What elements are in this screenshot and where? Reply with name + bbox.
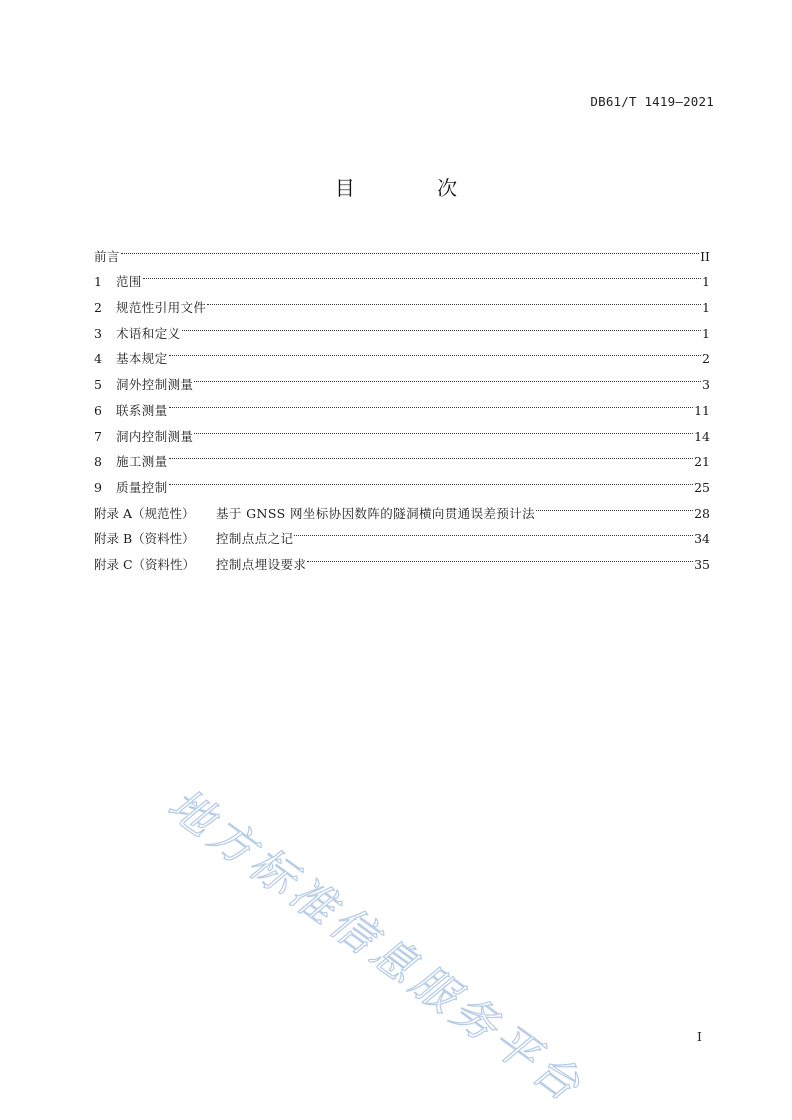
dot-leader [307,543,693,569]
toc-entry-page: 3 [702,377,710,393]
toc-entry-number: 8 [94,454,102,470]
toc-entry-label: 洞外控制测量 [116,377,194,393]
toc-entry-page: 28 [694,505,710,521]
toc-entry-number: 6 [94,402,102,418]
toc-entry-label: 质量控制 [116,479,168,495]
toc-entry-number: 附录 C（资料性） [94,556,196,572]
toc-entry-label: 控制点点之记 [216,531,294,547]
dot-leader [143,261,701,287]
toc-entry-foreword[interactable] [94,235,710,264]
toc-entry-page: 14 [694,428,710,444]
document-code: DB61/T 1419—2021 [590,94,714,109]
toc-entry-number: 5 [94,377,102,393]
toc-entry-number: 4 [94,351,102,367]
dot-leader [169,389,693,415]
toc-entry-label: 规范性引用文件 [116,300,207,316]
toc-entry-page: 35 [694,556,710,572]
toc-entry-appendix-a[interactable] [94,492,710,521]
toc-entry-4[interactable] [94,338,710,367]
toc-entry-number: 附录 B（资料性） [94,531,195,547]
toc-entry-page: 2 [702,351,710,367]
dot-leader [294,518,693,544]
toc-entry-page: 11 [694,402,710,418]
page-title: 目 次 [334,176,496,200]
toc-entry-page: II [700,248,710,264]
watermark: 地方标准信息服务平台 [158,778,594,1115]
dot-leader [182,312,702,338]
dot-leader [194,363,701,389]
dot-leader [207,286,701,312]
toc-entry-6[interactable] [94,389,710,418]
dot-leader [194,415,693,441]
toc-entry-label: 前言 [94,248,120,264]
toc-entry-9[interactable] [94,466,710,495]
page-number: I [697,1029,702,1044]
toc-entry-label: 基于 GNSS 网坐标协因数阵的隧洞横向贯通误差预计法 [216,505,536,521]
toc-entry-1[interactable] [94,261,710,290]
toc-entry-label: 术语和定义 [116,325,181,341]
toc-entry-page: 1 [702,325,710,341]
toc-entry-page: 1 [702,274,710,290]
toc-entry-number: 9 [94,479,102,495]
toc-entry-page: 34 [694,531,710,547]
dot-leader [536,492,693,518]
toc-entry-number: 3 [94,325,102,341]
toc-entry-number: 2 [94,300,102,316]
dot-leader [121,235,699,261]
toc-entry-label: 范围 [116,274,142,290]
toc-entry-number: 7 [94,428,102,444]
dot-leader [169,338,701,364]
toc-entry-page: 25 [694,479,710,495]
toc-entry-label: 洞内控制测量 [116,428,194,444]
toc-entry-8[interactable] [94,441,710,470]
toc-entry-7[interactable] [94,415,710,444]
toc-entry-page: 1 [702,300,710,316]
toc-entry-number: 1 [94,274,102,290]
toc-entry-page: 21 [694,454,710,470]
toc-entry-3[interactable] [94,312,710,341]
toc-entry-number: 附录 A（规范性） [94,505,195,521]
toc-entry-5[interactable] [94,363,710,393]
dot-leader [169,441,693,467]
toc-entry-label: 联系测量 [116,402,168,418]
toc-entry-label: 施工测量 [116,454,168,470]
dot-leader [169,466,693,492]
toc-entry-label: 基本规定 [116,351,168,367]
toc-entry-2[interactable] [94,286,710,316]
table-of-contents [94,235,710,572]
toc-entry-label: 控制点埋设要求 [216,556,307,572]
